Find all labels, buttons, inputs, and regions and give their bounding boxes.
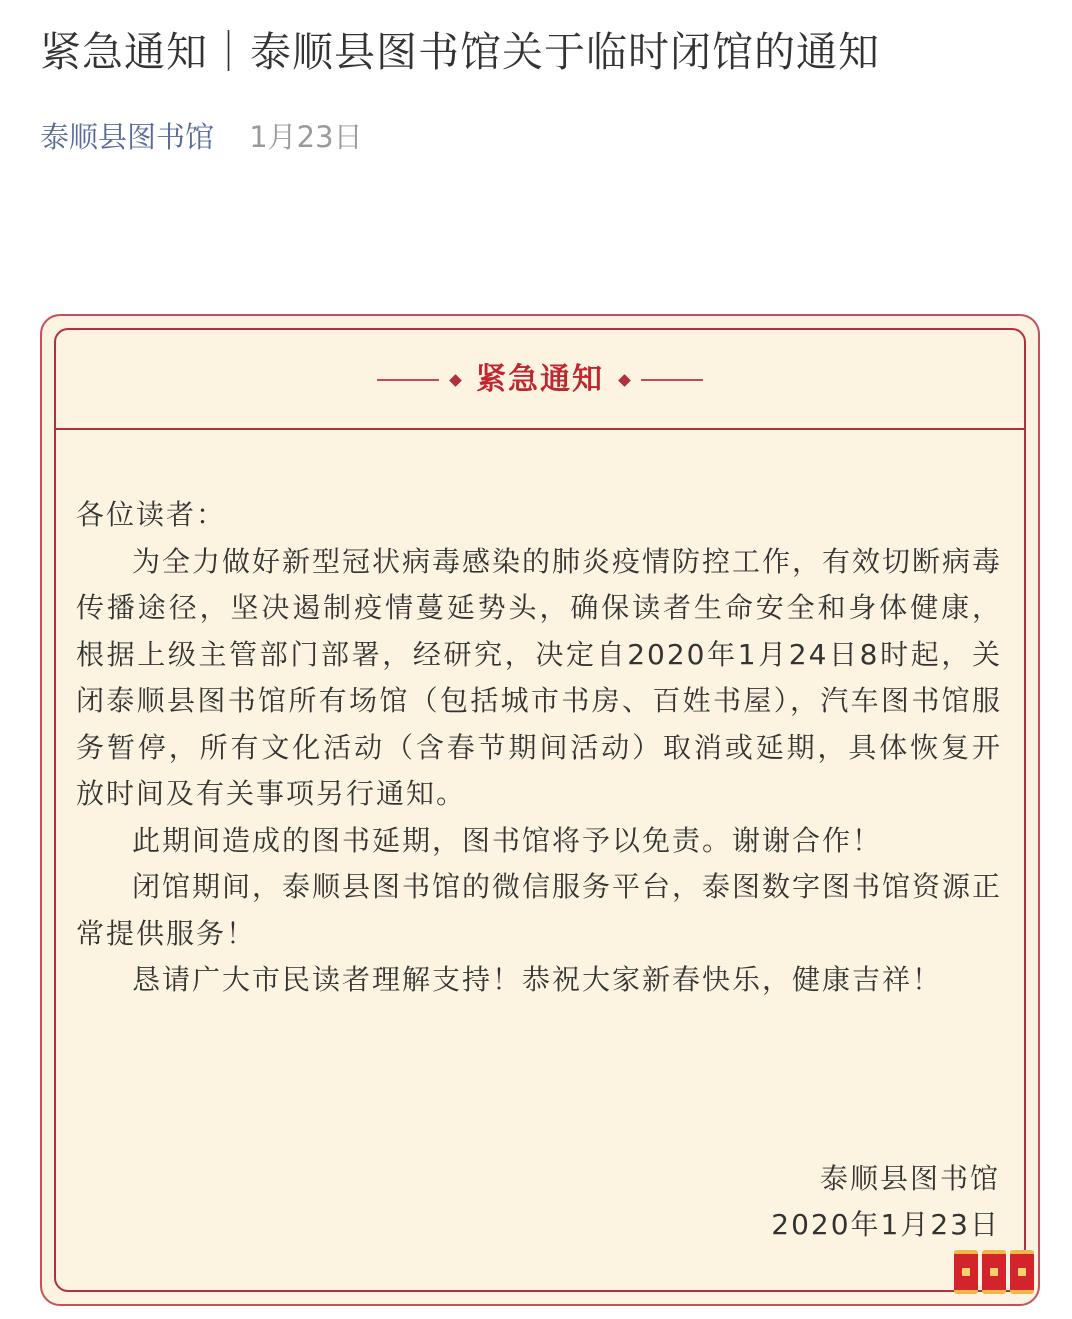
- article-title: 紧急通知｜泰顺县图书馆关于临时闭馆的通知: [40, 28, 880, 76]
- lantern-icon: [954, 1250, 978, 1294]
- article-meta: [40, 114, 363, 160]
- account-name-link[interactable]: 泰顺县图书馆: [40, 120, 215, 154]
- notice-heading: 紧急通知: [476, 362, 604, 397]
- notice-paragraph: 恳请广大市民读者理解支持！恭祝大家新春快乐，健康吉祥！: [132, 963, 943, 996]
- decor-line-left: [377, 379, 439, 381]
- publish-date: 1月23日: [249, 120, 363, 154]
- lantern-icon: [1010, 1250, 1034, 1294]
- lantern-icon: [982, 1250, 1006, 1294]
- notice-header: [56, 330, 1024, 430]
- notice-signature-block: [771, 1156, 1000, 1248]
- notice-salutation: 各位读者：: [76, 498, 227, 531]
- notice-body: [76, 492, 1002, 1004]
- diamond-icon: [618, 374, 631, 387]
- notice-paragraph: 为全力做好新型冠状病毒感染的肺炎疫情防控工作，有效切断病毒传播途径，坚决遏制疫情蔓延势头，确保读者生命安全和身体健康，根据上级主管部门部署，经研究，决定自2020年1月24日8时起，关闭泰顺县图书馆所有场馆（包括城市书房、百姓书屋），汽车图书馆服务暂停，所有文化活动（含春节期间活动）取消或延期，具体恢复开放时间及有关事项另行通知。: [76, 544, 1003, 810]
- diamond-icon: [449, 374, 462, 387]
- notice-signature: 泰顺县图书馆: [819, 1162, 1000, 1195]
- notice-paragraph: 此期间造成的图书延期，图书馆将予以免责。谢谢合作！: [132, 823, 883, 857]
- notice-paragraph: 闭馆期间，泰顺县图书馆的微信服务平台，泰图数字图书馆资源正常提供服务！: [76, 870, 1003, 950]
- notice-card: [40, 314, 1040, 1306]
- lantern-decoration: [954, 1250, 1034, 1294]
- notice-header-decoration: [56, 350, 1024, 410]
- notice-signature-date: 2020年1月23日: [771, 1208, 1000, 1241]
- decor-line-right: [641, 379, 703, 381]
